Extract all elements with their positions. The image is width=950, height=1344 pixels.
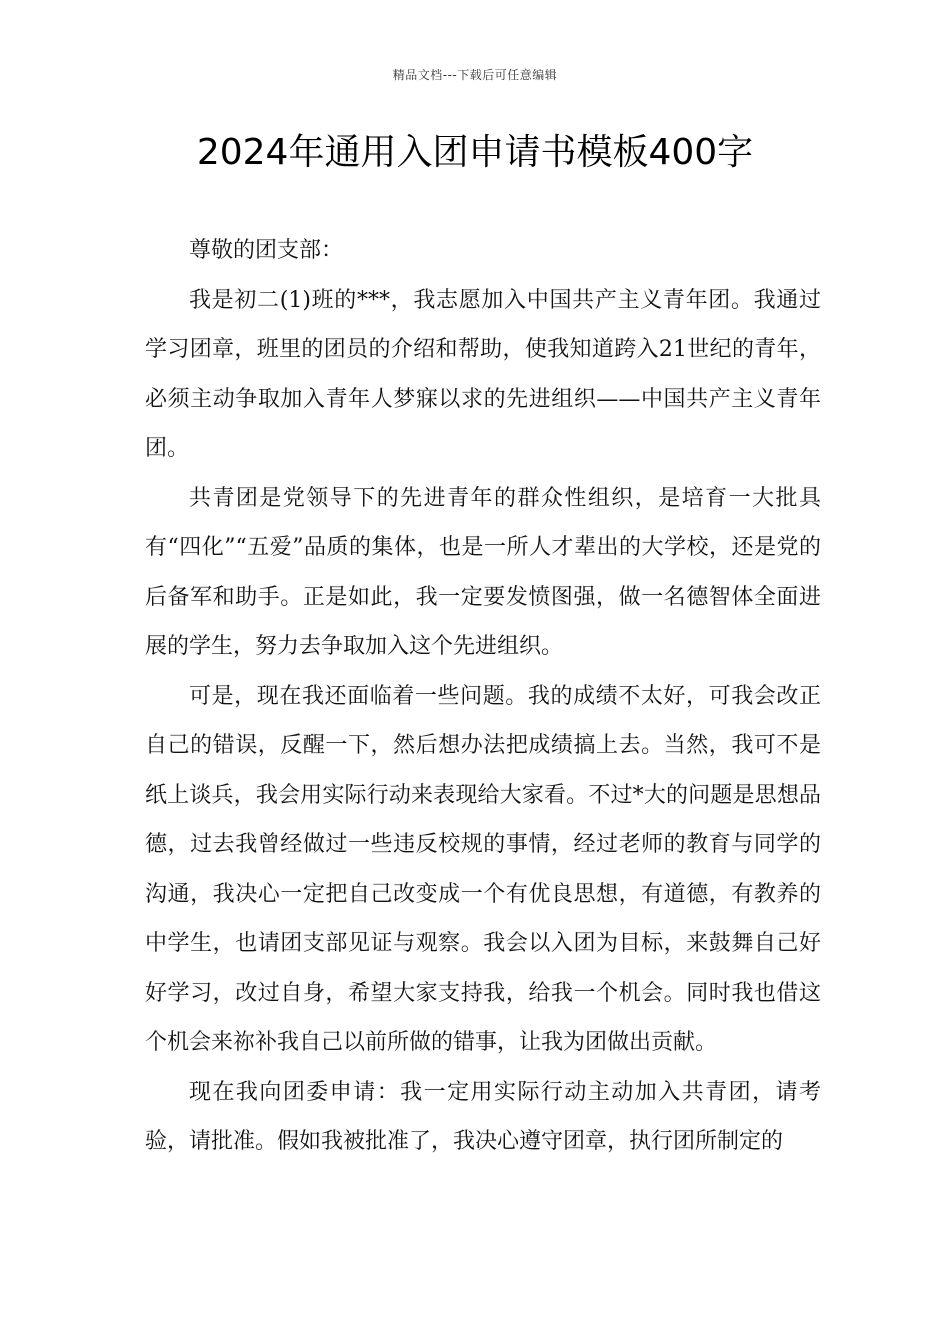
salutation: 尊敬的团支部： [189, 238, 344, 263]
paragraph: 我是初二(1)班的***，我志愿加入中国共产主义青年团。我通过学习团章，班里的团员的介绍和帮助，使我知道跨入21世纪的青年，必须主动争取加入青年人梦寐以求的先进组织——中国共产主义青年团。 [145, 287, 821, 461]
paragraph: 共青团是党领导下的先进青年的群众性组织，是培育一大批具有“四化”“五爱”品质的集体，也是一所人才辈出的大学校，还是党的后备军和助手。正是如此，我一定要发愤图强，做一名德智体全面进展的学生，努力去争取加入这个先进组织。 [145, 485, 821, 659]
page-header: 精品文档---下载后可任意编辑 [392, 68, 558, 82]
paragraph: 可是，现在我还面临着一些问题。我的成绩不太好，可我会改正自己的错误，反醒一下，然后想办法把成绩搞上去。当然，我可不是纸上谈兵，我会用实际行动来表现给大家看。不过*大的问题是思想品德，过去我曾经做过一些违反校规的事情，经过老师的教育与同学的沟通，我决心一定把自己改变成一个有优良思想，有道德，有教养的中学生，也请团支部见证与观察。我会以入团为目标，来鼓舞自己好好学习，改过自身，希望大家支持我，给我一个机会。同时我也借这个机会来祢补我自己以前所做的错事，让我为团做出贡献。 [145, 683, 821, 1055]
document-title: 2024年通用入团申请书模板400字 [196, 132, 754, 173]
paragraph: 现在我向团委申请：我一定用实际行动主动加入共青团，请考验，请批准。假如我被批准了，我决心遵守团章，执行团所制定的 [145, 1079, 821, 1154]
document-body [145, 226, 821, 1167]
